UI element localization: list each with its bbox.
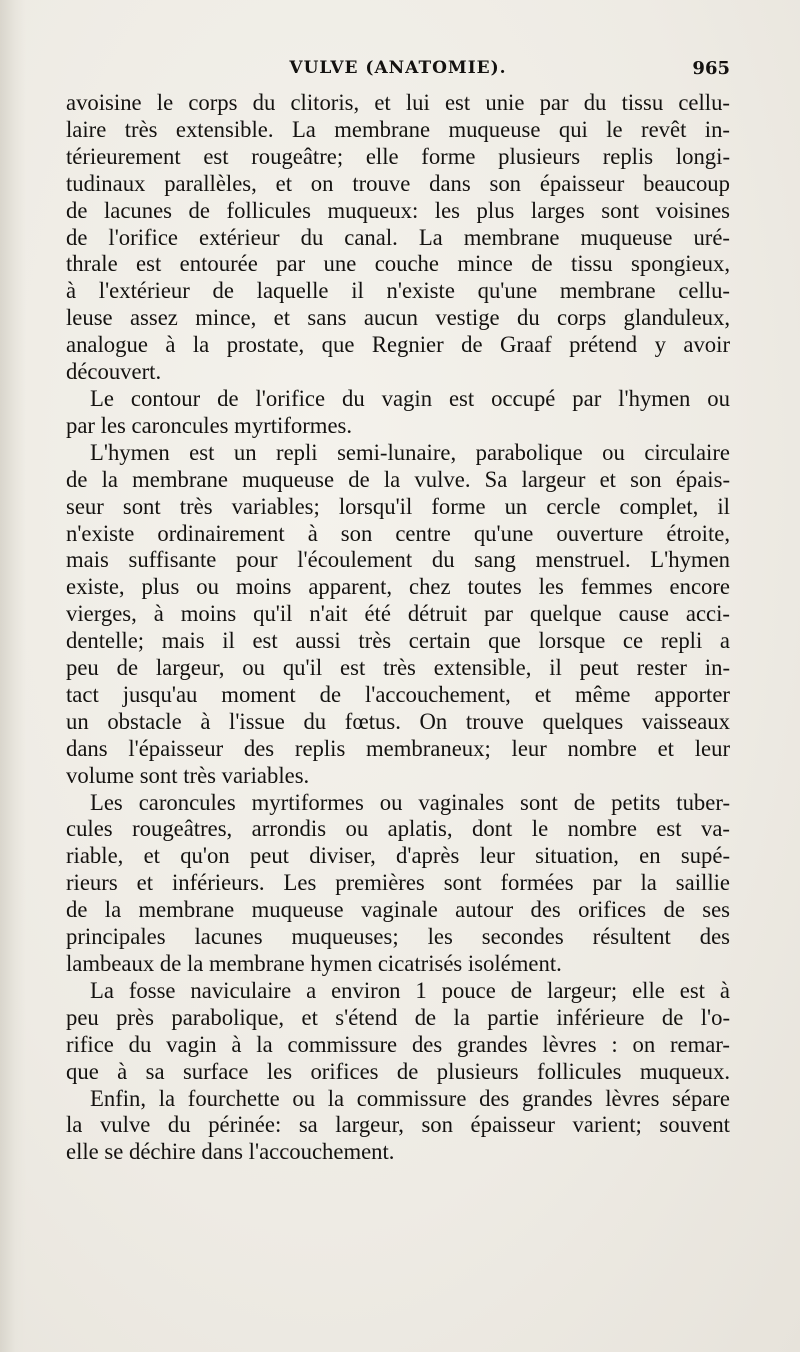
text-line: peu de largeur, ou qu'il est très extensible, il peut rester in- xyxy=(66,655,730,681)
running-title: VULVE (ANATOMIE). xyxy=(289,58,507,78)
text-line: dentelle; mais il est aussi très certain que lorsque ce repli a xyxy=(66,628,730,654)
text-line: térieurement est rougeâtre; elle forme plusieurs replis longi- xyxy=(66,143,730,169)
text-line: laire très extensible. La membrane muqueuse qui le revêt in- xyxy=(66,116,730,142)
text-line: leuse assez mince, et sans aucun vestige du corps glanduleux, xyxy=(66,305,730,331)
text-line: vierges, à moins qu'il n'ait été détruit par quelque cause acci- xyxy=(66,601,730,627)
text-line: de l'orifice extérieur du canal. La membrane muqueuse uré- xyxy=(66,224,730,250)
paragraph-orifice xyxy=(66,386,730,440)
text-line: riable, et qu'on peut diviser, d'après leur situation, en supé- xyxy=(66,843,730,869)
text-line: avoisine le corps du clitoris, et lui est unie par du tissu cellu- xyxy=(66,90,730,115)
paragraph-hymen xyxy=(66,440,730,790)
text-line: la vulve du périnée: sa largeur, son épaisseur varient; souvent xyxy=(66,1112,730,1138)
text-line: thrale est entourée par une couche mince de tissu spongieux, xyxy=(66,251,730,277)
text-line: que à sa surface les orifices de plusieurs follicules muqueux. xyxy=(66,1058,730,1084)
text-line: de la membrane muqueuse vaginale autour des orifices de ses xyxy=(66,897,730,923)
text-line: de la membrane muqueuse de la vulve. Sa largeur et son épais- xyxy=(66,466,730,492)
text-line: de lacunes de follicules muqueux: les plus larges sont voisines xyxy=(66,197,730,223)
text-line: un obstacle à l'issue du fœtus. On trouve quelques vaisseaux xyxy=(66,708,730,734)
text-line: rieurs et inférieurs. Les premières sont formées par la saillie xyxy=(66,870,730,896)
body-text xyxy=(66,90,730,1166)
text-line: elle se déchire dans l'accouchement. xyxy=(66,1139,395,1165)
text-line: tact jusqu'au moment de l'accouchement, et même apporter xyxy=(66,681,730,707)
text-line: volume sont très variables. xyxy=(66,762,310,788)
text-line: lambeaux de la membrane hymen cicatrisés isolément. xyxy=(66,951,562,976)
page-header xyxy=(66,58,730,90)
page-gutter-shadow xyxy=(0,0,26,1352)
paragraph-caroncules xyxy=(66,790,730,978)
text-line: Les caroncules myrtiformes ou vaginales sont de petits tuber- xyxy=(90,789,730,815)
text-line: rifice du vagin à la commissure des grandes lèvres : on remar- xyxy=(66,1031,730,1057)
paragraph-fourchette xyxy=(66,1086,730,1167)
text-line: La fosse naviculaire a environ 1 pouce de largeur; elle est à xyxy=(90,977,730,1003)
text-line: dans l'épaisseur des replis membraneux; leur nombre et leur xyxy=(66,735,730,761)
text-line: L'hymen est un repli semi-lunaire, parabolique ou circulaire xyxy=(90,439,730,465)
page-number: 965 xyxy=(692,58,730,79)
text-line: Enfin, la fourchette ou la commissure des grandes lèvres sépare xyxy=(90,1085,730,1111)
text-line: seur sont très variables; lorsqu'il forme un cercle complet, il xyxy=(66,493,730,519)
text-line: cules rougeâtres, arrondis ou aplatis, dont le nombre est va- xyxy=(66,816,730,842)
text-line: par les caroncules myrtiformes. xyxy=(66,412,353,438)
text-line: à l'extérieur de laquelle il n'existe qu'une membrane cellu- xyxy=(66,278,730,304)
text-line: peu près parabolique, et s'étend de la partie inférieure de l'o- xyxy=(66,1004,730,1030)
text-line: découvert. xyxy=(66,359,162,385)
text-line: existe, plus ou moins apparent, chez toutes les femmes encore xyxy=(66,574,730,600)
text-line: n'existe ordinairement à son centre qu'une ouverture étroite, xyxy=(66,520,730,546)
text-line: mais suffisante pour l'écoulement du sang menstruel. L'hymen xyxy=(66,547,730,573)
paragraph-fosse-naviculaire xyxy=(66,978,730,1086)
text-line: tudinaux parallèles, et on trouve dans son épaisseur beaucoup xyxy=(66,170,730,196)
text-line: analogue à la prostate, que Regnier de Graaf prétend y avoir xyxy=(66,332,730,358)
text-line: Le contour de l'orifice du vagin est occupé par l'hymen ou xyxy=(90,385,730,411)
paragraph-urethra xyxy=(66,90,730,386)
text-line: principales lacunes muqueuses; les secondes résultent des xyxy=(66,924,730,950)
